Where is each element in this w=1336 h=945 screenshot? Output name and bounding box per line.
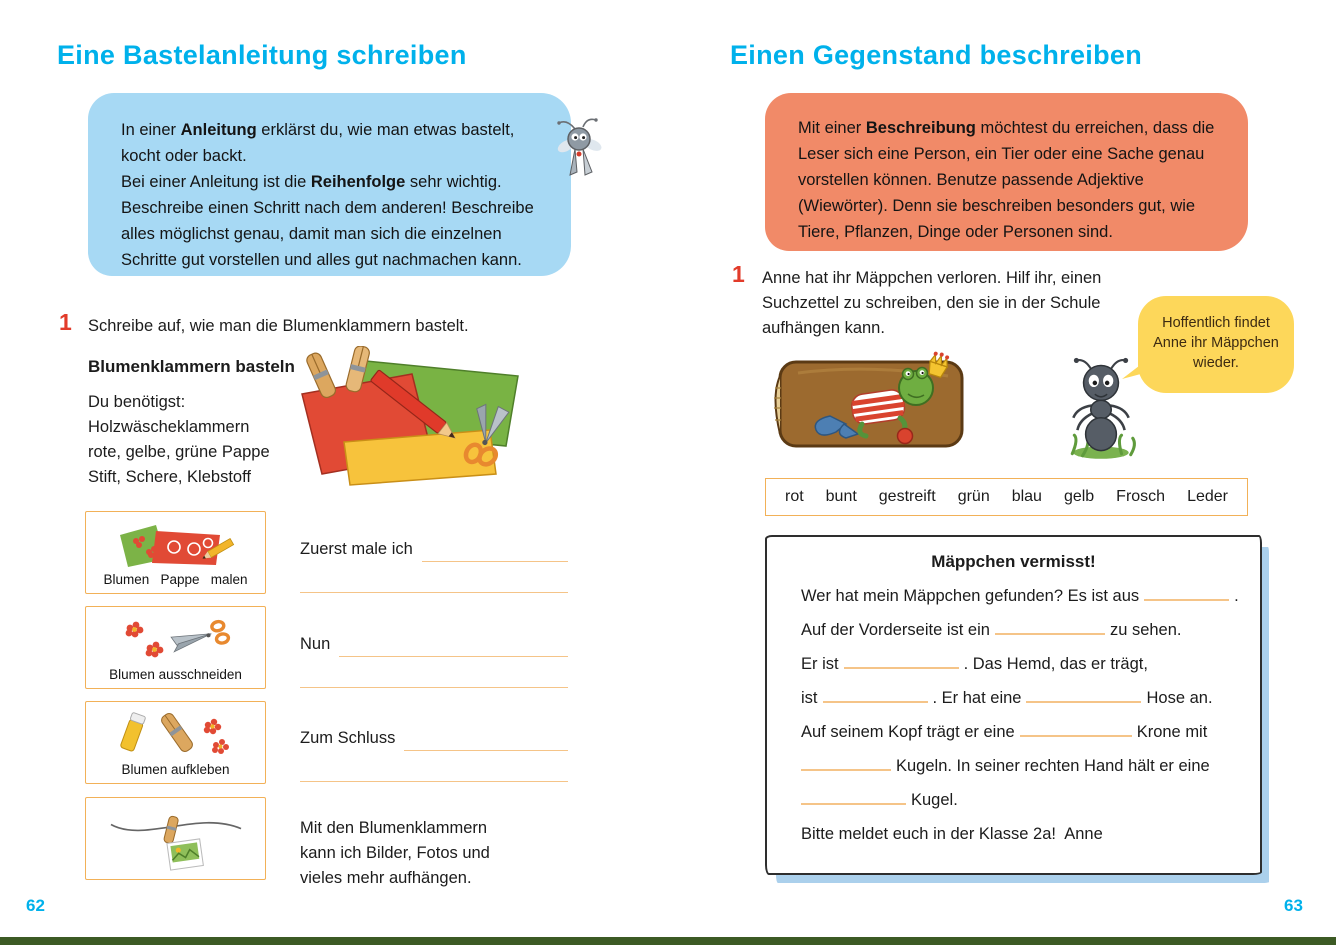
- exercise-number: 1: [732, 261, 745, 287]
- prompt-label: Zuerst male ich: [300, 540, 413, 558]
- lost-notice: [765, 535, 1262, 875]
- info-text-bold: Beschreibung: [865, 119, 976, 137]
- info-text: möchtest du erreichen, dass die Leser sich eine Person, ein Tier oder eine Sache genau vorstellen können. Benutze passende Adjektive (Wiewörter). Denn sie beschreiben besonders gut, wie Tiere, Pflanzen, Dinge oder Personen sind.: [798, 119, 1215, 241]
- notice-body: [767, 579, 1260, 851]
- notice-text: zu sehen.: [1109, 621, 1182, 639]
- info-text: Bei einer Anleitung ist die: [121, 173, 311, 191]
- info-text: erklärst du, wie man etwas bastelt, kocht oder backt.: [121, 121, 515, 165]
- materials-line: Stift, Schere, Klebstoff: [88, 468, 251, 486]
- notice-line: [801, 749, 1242, 783]
- notice-text: .: [1234, 587, 1239, 605]
- word-bank-item: grün: [957, 488, 990, 505]
- step-box-4: [85, 797, 266, 880]
- notice-line: [801, 681, 1242, 715]
- step-caption: Blumen aufkleben: [121, 762, 230, 777]
- writing-line[interactable]: [422, 543, 568, 562]
- exercise-instruction: Schreibe auf, wie man die Blumenklammern bastelt.: [88, 317, 469, 335]
- exercise-instruction: Anne hat ihr Mäppchen verloren. Hilf ihr, einen Suchzettel zu schreiben, den sie in der Schule aufhängen kann.: [762, 269, 1102, 337]
- notice-line: [801, 783, 1242, 817]
- notice-line: [801, 647, 1242, 681]
- word-bank: [765, 478, 1248, 516]
- notice-text: Er ist: [801, 655, 839, 673]
- word-bank-item: Leder: [1187, 488, 1228, 505]
- blank-field[interactable]: [801, 791, 906, 805]
- craft-title: Blumenklammern basteln: [88, 357, 295, 376]
- prompt-row-zuerst: [300, 538, 568, 562]
- materials-list: [88, 390, 270, 490]
- footer-bar: [0, 937, 1336, 945]
- info-text-paragraph: [121, 117, 543, 169]
- info-text: In einer: [121, 121, 181, 139]
- notice-line: [801, 579, 1242, 613]
- blank-field[interactable]: [1144, 587, 1229, 601]
- notice-text: Krone mit: [1136, 723, 1208, 741]
- page-number-right: 63: [1284, 896, 1303, 915]
- notice-text: . Er hat eine: [932, 689, 1022, 707]
- notice-text: Bitte meldet euch in der Klasse 2a! Anne: [801, 825, 1103, 843]
- notice-line: [801, 817, 1242, 851]
- notice-text: Kugeln. In seiner rechten Hand hält er eine: [896, 757, 1210, 775]
- step-caption: Blumen Pappe malen: [103, 572, 248, 587]
- closing-sentence: Mit den Blumenklammern kann ich Bilder, Fotos und vieles mehr aufhängen.: [300, 819, 490, 887]
- word-bank-item: gestreift: [878, 488, 936, 505]
- info-text-paragraph: [121, 169, 543, 273]
- word-bank-item: bunt: [825, 488, 857, 505]
- blank-field[interactable]: [1026, 689, 1141, 703]
- blank-field[interactable]: [995, 621, 1105, 635]
- word-bank-item: rot: [785, 488, 804, 505]
- prompt-row-nun: [300, 633, 568, 657]
- speech-bubble-tail: [1122, 357, 1148, 381]
- notice-title: Mäppchen vermisst!: [931, 552, 1096, 571]
- step-box-2: [85, 606, 266, 689]
- pencil-case-frog-illustration: [766, 336, 971, 458]
- writing-line[interactable]: [300, 687, 568, 688]
- notice-text: Auf seinem Kopf trägt er eine: [801, 723, 1015, 741]
- word-bank-item: Frosch: [1116, 488, 1166, 505]
- writing-line[interactable]: [300, 781, 568, 782]
- notice-line: [801, 613, 1242, 647]
- step-caption: Blumen ausschneiden: [109, 667, 242, 682]
- notice-text: . Das Hemd, das er trägt,: [963, 655, 1148, 673]
- word-bank-item: gelb: [1063, 488, 1095, 505]
- step4-hanging-photo-illustration: [101, 808, 251, 872]
- speech-bubble-text: Hoffentlich findet Anne ihr Mäppchen wieder.: [1153, 315, 1279, 371]
- info-text-bold: Reihenfolge: [310, 173, 406, 191]
- prompt-label: Zum Schluss: [300, 729, 396, 747]
- info-box-beschreibung: [765, 93, 1248, 251]
- writing-line[interactable]: [404, 732, 568, 751]
- blank-field[interactable]: [823, 689, 928, 703]
- writing-line[interactable]: [339, 638, 568, 657]
- page-number-left: 62: [26, 896, 45, 915]
- fly-scissors-mascot-icon: [551, 115, 613, 183]
- materials-line: Holzwäscheklammern: [88, 418, 250, 436]
- step3-glue-flowers-illustration: [111, 709, 241, 759]
- prompt-label: Nun: [300, 635, 331, 653]
- notice-text: Wer hat mein Mäppchen gefunden? Es ist aus: [801, 587, 1140, 605]
- info-text-paragraph: [798, 115, 1222, 245]
- step2-cut-flowers-illustration: [111, 614, 241, 664]
- blank-field[interactable]: [1020, 723, 1132, 737]
- craft-materials-illustration: [292, 346, 527, 488]
- notice-line: [801, 715, 1242, 749]
- info-box-anleitung: [88, 93, 571, 276]
- info-text-bold: Anleitung: [180, 121, 257, 139]
- writing-line[interactable]: [300, 592, 568, 593]
- materials-line: rote, gelbe, grüne Pappe: [88, 443, 270, 461]
- notice-text: Kugel.: [911, 791, 958, 809]
- info-text: Mit einer: [798, 119, 866, 137]
- blank-field[interactable]: [844, 655, 959, 669]
- materials-line: Du benötigst:: [88, 393, 186, 411]
- word-bank-item: blau: [1011, 488, 1042, 505]
- notice-text: Auf der Vorderseite ist ein: [801, 621, 990, 639]
- page-title-right: Einen Gegenstand beschreiben: [730, 40, 1143, 70]
- info-text: sehr wichtig. Beschreibe einen Schritt nach dem anderen! Beschreibe alles möglichst genau, damit man sich die einzelnen Schritte gut vorstellen und alles gut nachmachen kann.: [121, 173, 534, 269]
- prompt-row-zum-schluss: [300, 727, 568, 751]
- page-title-left: Eine Bastelanleitung schreiben: [57, 40, 467, 70]
- notice-text: Hose an.: [1146, 689, 1213, 707]
- blank-field[interactable]: [801, 757, 891, 771]
- speech-bubble: [1138, 296, 1294, 393]
- notice-text: ist: [801, 689, 818, 707]
- step1-draw-flowers-illustration: [111, 519, 241, 569]
- exercise-number: 1: [59, 309, 72, 335]
- step-box-1: [85, 511, 266, 594]
- step-box-3: [85, 701, 266, 784]
